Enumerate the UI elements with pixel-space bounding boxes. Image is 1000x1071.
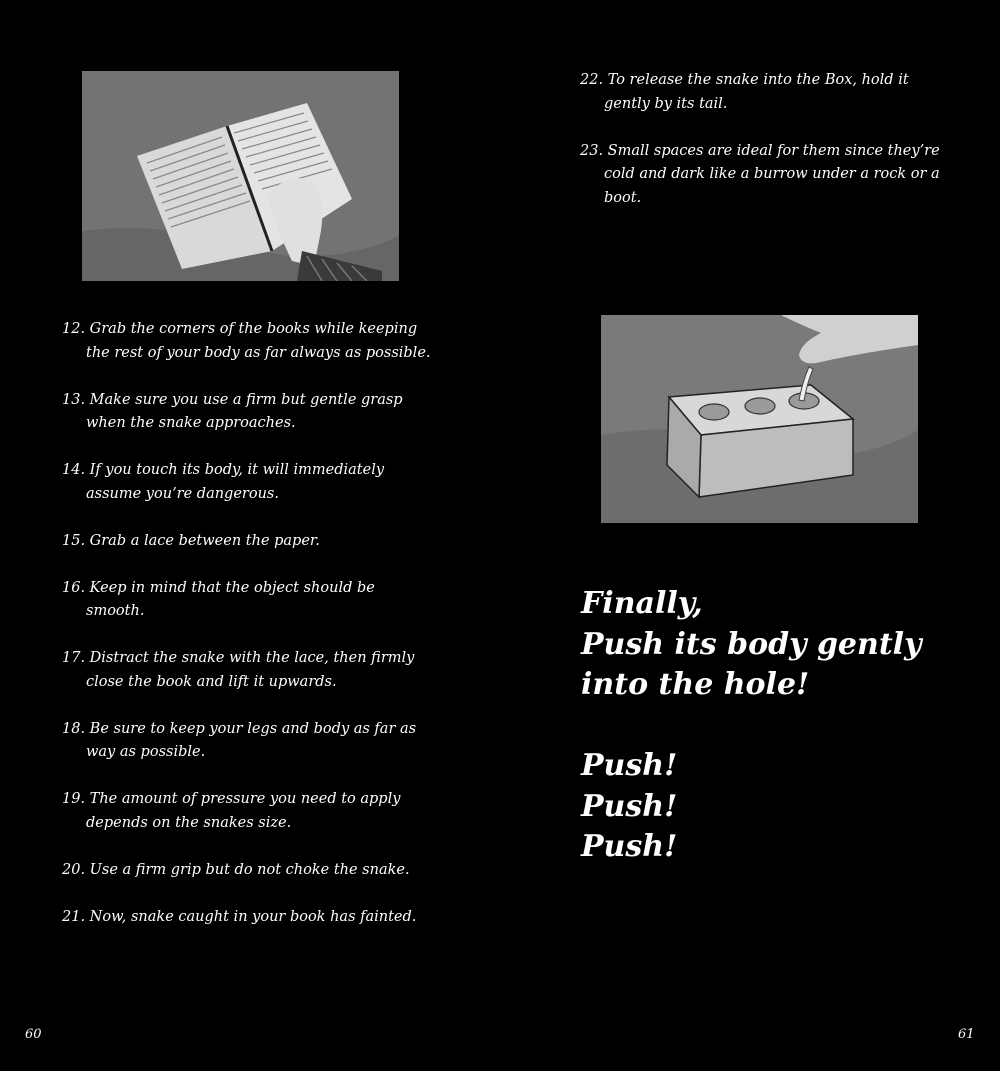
open-book-photo-image bbox=[82, 71, 399, 281]
list-item: 19. The amount of pressure you need to apply depends on the snakes size. bbox=[62, 791, 401, 831]
closing-message bbox=[581, 584, 981, 868]
paper-box-photo-image bbox=[601, 315, 918, 523]
list-item: 23. Small spaces are ideal for them since they’re cold and dark like a burrow under a rock or a boot. bbox=[580, 142, 940, 206]
list-item: 14. If you touch its body, it will immediately assume you’re dangerous. bbox=[62, 462, 385, 502]
closing-gap bbox=[581, 706, 981, 747]
instruction-list-continued bbox=[580, 69, 950, 234]
list-item: 21. Now, snake caught in your book has fainted. bbox=[62, 908, 417, 925]
closing-line-3: into the hole! bbox=[581, 667, 810, 702]
paper-box-photo bbox=[601, 315, 918, 523]
push-line-3: Push! bbox=[581, 829, 678, 864]
list-item: 17. Distract the snake with the lace, then firmly close the book and lift it upwards. bbox=[62, 650, 415, 690]
push-line-2: Push! bbox=[581, 788, 678, 824]
list-item: 13. Make sure you use a firm but gentle grasp when the snake approaches. bbox=[62, 391, 403, 431]
list-item: 16. Keep in mind that the object should be smooth. bbox=[62, 579, 375, 619]
closing-line-1: Finally, bbox=[581, 586, 703, 621]
page-number-left: 60 bbox=[25, 1027, 42, 1042]
open-book-photo bbox=[82, 71, 399, 281]
closing-line-2: Push its body gently bbox=[581, 626, 922, 662]
list-item: 15. Grab a lace between the paper. bbox=[62, 532, 320, 549]
list-item: 20. Use a firm grip but do not choke the snake. bbox=[62, 861, 410, 878]
instruction-list bbox=[62, 318, 432, 953]
push-line-1: Push! bbox=[581, 748, 678, 783]
page-number-right: 61 bbox=[958, 1027, 975, 1042]
list-item: 18. Be sure to keep your legs and body as far as way as possible. bbox=[62, 720, 417, 760]
list-item: 22. To release the snake into the Box, hold it gently by its tail. bbox=[580, 72, 909, 112]
list-item: 12. Grab the corners of the books while keeping the rest of your body as far always as possible. bbox=[62, 321, 431, 361]
